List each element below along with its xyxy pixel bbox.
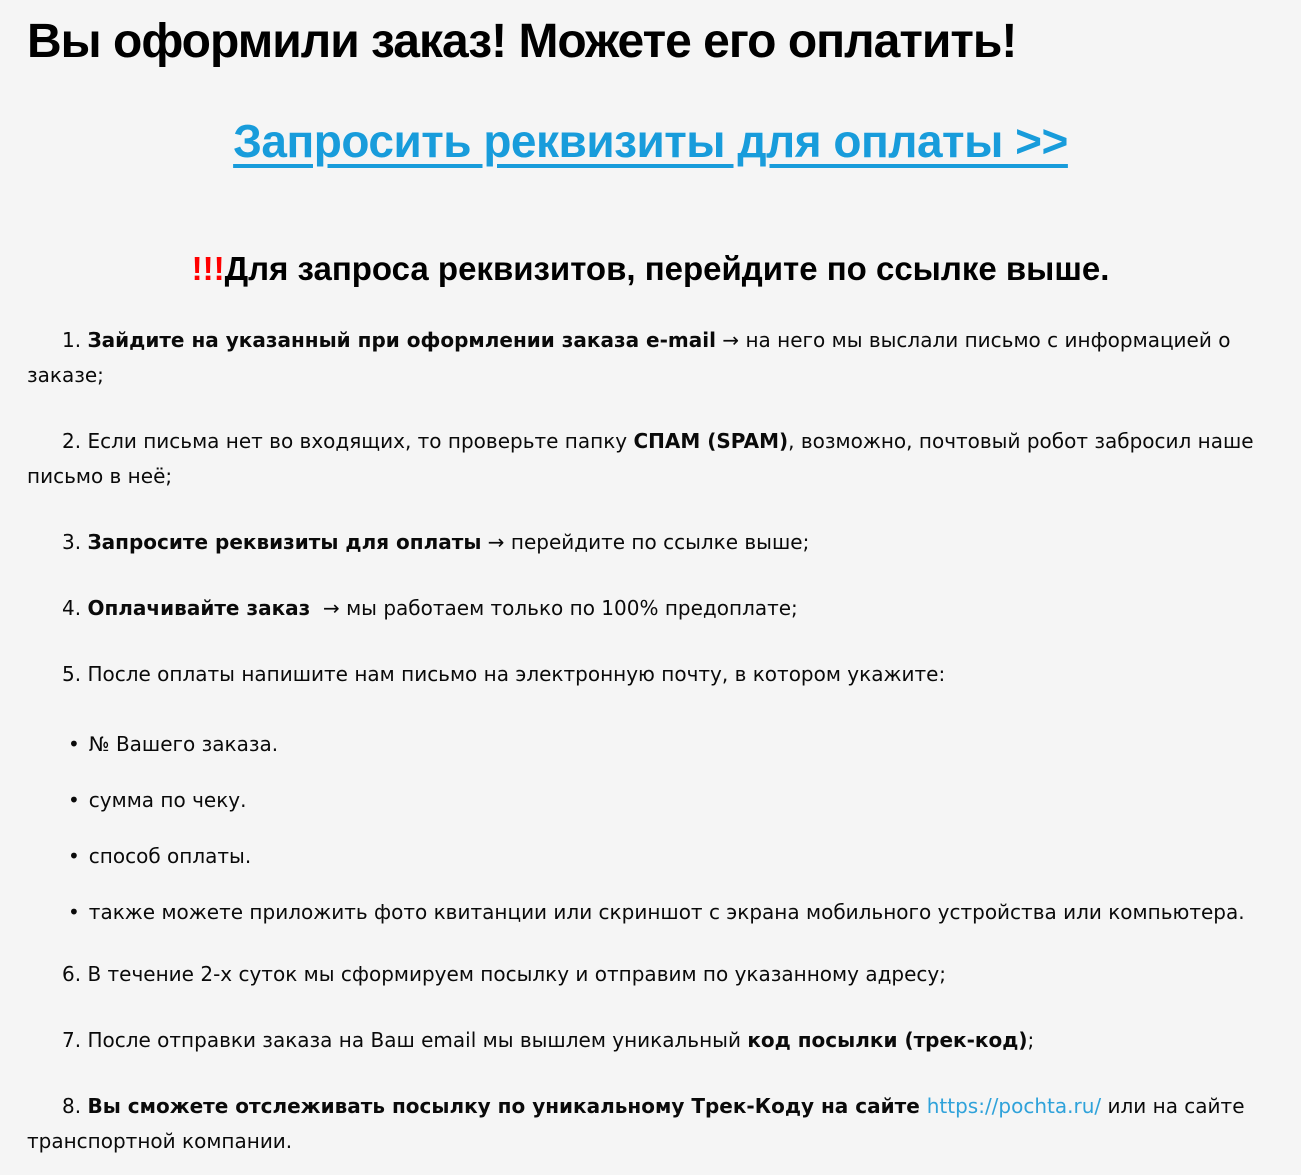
step-3 (27, 525, 1274, 560)
warning-exclamation-marks: !!! (191, 249, 225, 287)
step-text: или на сайте транспортной компании. (27, 1093, 1245, 1153)
step-number: 8. (62, 1093, 88, 1118)
checklist-item-payment-method: • способ оплаты. (68, 839, 1274, 874)
step-text: После отправки заказа на Ваш email мы вышлем уникальный (87, 1027, 748, 1052)
step-text: → перейдите по ссылке выше; (481, 529, 810, 554)
step-5 (27, 657, 1274, 692)
step-1 (27, 323, 1274, 393)
warning-text: Для запроса реквизитов, перейдите по ссылке выше. (224, 249, 1110, 287)
checklist-item-attach-photo: • также можете приложить фото квитанции или скриншот с экрана мобильного устройства или компьютера. (68, 895, 1274, 930)
step-2 (27, 424, 1274, 494)
step-text: → на него мы выслали письмо с информацией о заказе; (27, 327, 1231, 387)
request-link-row (27, 115, 1274, 178)
step-bold-text: Запросите реквизиты для оплаты (87, 529, 482, 554)
step-text: , возможно, почтовый робот забросил наше письмо в неё; (27, 428, 1254, 488)
step-number: 7. (62, 1027, 88, 1052)
payment-email-checklist (27, 727, 1274, 930)
page-title: Вы оформили заказ! Можете его оплатить! (27, 15, 1017, 68)
step-text: Если письма нет во входящих, то проверьте папку (87, 428, 634, 453)
step-6 (27, 957, 1274, 992)
step-text: В течение 2-х суток мы сформируем посылку и отправим по указанному адресу; (87, 961, 946, 986)
step-number: 4. (62, 595, 88, 620)
checklist-item-order-number: • № Вашего заказа. (68, 727, 1274, 762)
step-text: ; (1027, 1027, 1035, 1052)
step-7 (27, 1023, 1274, 1058)
step-bold-text: Вы сможете отслеживать посылку по уникальному Трек-Коду на сайте (87, 1093, 927, 1118)
step-bold-text: код посылки (трек-код) (747, 1027, 1028, 1052)
step-number: 1. (62, 327, 88, 352)
step-number: 2. (62, 428, 88, 453)
step-bold-text: Зайдите на указанный при оформлении заказа e-mail (87, 327, 716, 352)
step-8 (27, 1089, 1274, 1159)
step-bold-text: СПАМ (SPAM) (633, 428, 789, 453)
checklist-item-receipt-amount: • сумма по чеку. (68, 783, 1274, 818)
step-number: 3. (62, 529, 88, 554)
step-text: → мы работаем только по 100% предоплате; (310, 595, 798, 620)
order-confirmation-page (27, 13, 1274, 1159)
step-bold-text: Оплачивайте заказ (87, 595, 311, 620)
request-payment-details-link[interactable]: Запросить реквизиты для оплаты >> (233, 114, 1068, 167)
step-text: После оплаты напишите нам письмо на электронную почту, в котором укажите: (87, 661, 946, 686)
pochta-tracking-link[interactable]: https://pochta.ru/ (926, 1093, 1102, 1118)
step-4 (27, 591, 1274, 626)
step-number: 6. (62, 961, 88, 986)
step-number: 5. (62, 661, 88, 686)
warning-heading (27, 248, 1274, 289)
